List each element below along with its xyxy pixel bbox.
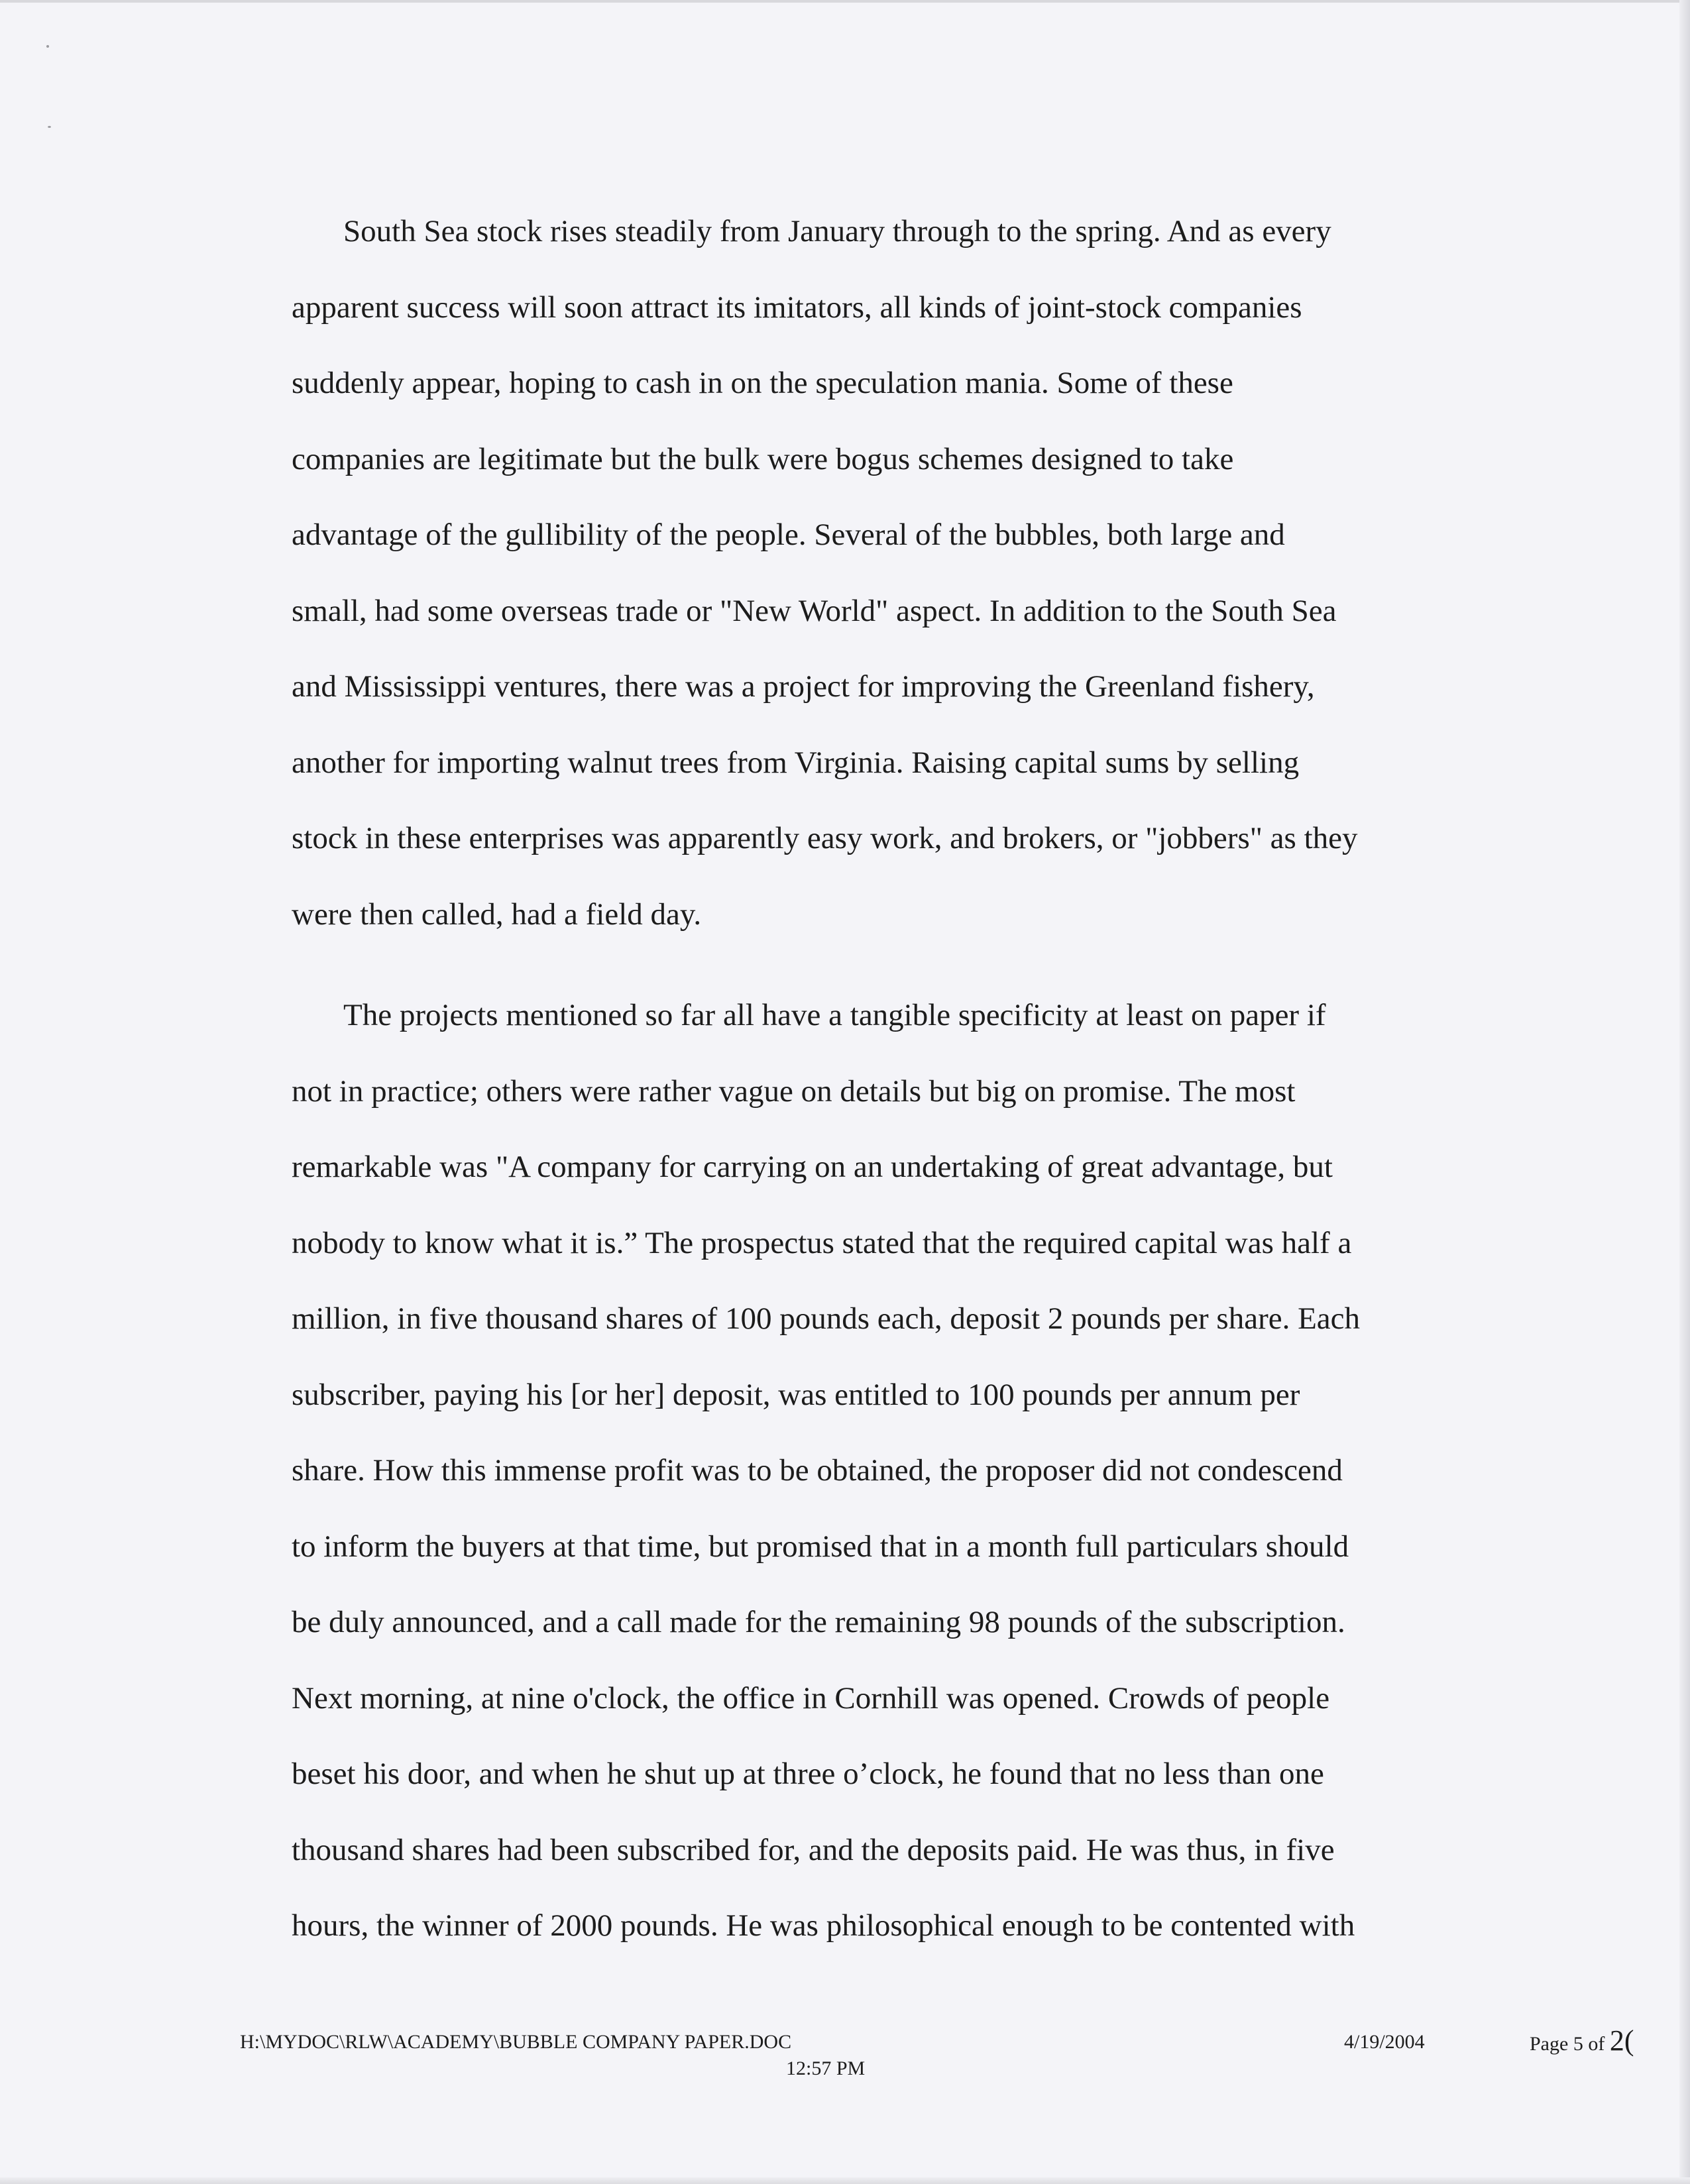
page-bottom-edge bbox=[0, 2177, 1690, 2184]
footer-page-number bbox=[1530, 2024, 1634, 2057]
footer-time: 12:57 PM bbox=[786, 2057, 866, 2079]
text-line: thousand shares had been subscribed for, and the deposits paid. He was thus, in five bbox=[292, 1832, 1335, 1867]
text-line: Next morning, at nine o'clock, the office in Cornhill was opened. Crowds of people bbox=[292, 1680, 1330, 1716]
text-line: were then called, had a field day. bbox=[292, 897, 702, 932]
text-line: subscriber, paying his [or her] deposit, was entitled to 100 pounds per annum per bbox=[292, 1377, 1300, 1412]
footer-page-total: 2( bbox=[1609, 2024, 1634, 2057]
scan-speck bbox=[46, 45, 49, 48]
text-line: share. How this immense profit was to be obtained, the proposer did not condescend bbox=[292, 1453, 1343, 1488]
footer-file-path: H:\MYDOC\RLW\ACADEMY\BUBBLE COMPANY PAPER.DOC bbox=[240, 2031, 792, 2053]
scan-speck bbox=[48, 126, 51, 128]
page-right-edge bbox=[1679, 0, 1690, 2184]
document-body bbox=[292, 193, 1432, 1964]
text-line: stock in these enterprises was apparently easy work, and brokers, or "jobbers" as they bbox=[292, 821, 1358, 855]
text-line: apparent success will soon attract its imitators, all kinds of joint-stock companies bbox=[292, 290, 1302, 325]
text-line: beset his door, and when he shut up at three o’clock, he found that no less than one bbox=[292, 1757, 1324, 1791]
text-line: and Mississippi ventures, there was a project for improving the Greenland fishery, bbox=[292, 669, 1315, 704]
text-line: advantage of the gullibility of the people. Several of the bubbles, both large and bbox=[292, 518, 1285, 552]
text-line: to inform the buyers at that time, but promised that in a month full particulars should bbox=[292, 1529, 1349, 1564]
text-line: small, had some overseas trade or "New World" aspect. In addition to the South Sea bbox=[292, 593, 1337, 628]
text-line: The projects mentioned so far all have a tangible specificity at least on paper if bbox=[343, 998, 1326, 1032]
text-line: million, in five thousand shares of 100 pounds each, deposit 2 pounds per share. Each bbox=[292, 1301, 1361, 1336]
paragraph-2 bbox=[292, 977, 1432, 1964]
text-line: suddenly appear, hoping to cash in on the speculation mania. Some of these bbox=[292, 366, 1233, 400]
text-line: nobody to know what it is.” The prospectus stated that the required capital was half a bbox=[292, 1225, 1352, 1260]
text-line: another for importing walnut trees from Virginia. Raising capital sums by selling bbox=[292, 745, 1300, 780]
text-line: companies are legitimate but the bulk were bogus schemes designed to take bbox=[292, 441, 1234, 476]
text-line: not in practice; others were rather vague on details but big on promise. The most bbox=[292, 1073, 1296, 1109]
text-line: hours, the winner of 2000 pounds. He was philosophical enough to be contented with bbox=[292, 1908, 1355, 1943]
footer-page-label: Page 5 of bbox=[1530, 2033, 1610, 2055]
text-line: remarkable was "A company for carrying on an undertaking of great advantage, but bbox=[292, 1150, 1333, 1184]
paragraph-1 bbox=[292, 193, 1432, 952]
page-top-edge bbox=[0, 0, 1690, 3]
footer-date: 4/19/2004 bbox=[1344, 2031, 1425, 2053]
text-line: be duly announced, and a call made for the remaining 98 pounds of the subscription. bbox=[292, 1605, 1345, 1639]
text-line: South Sea stock rises steadily from January through to the spring. And as every bbox=[343, 214, 1331, 248]
